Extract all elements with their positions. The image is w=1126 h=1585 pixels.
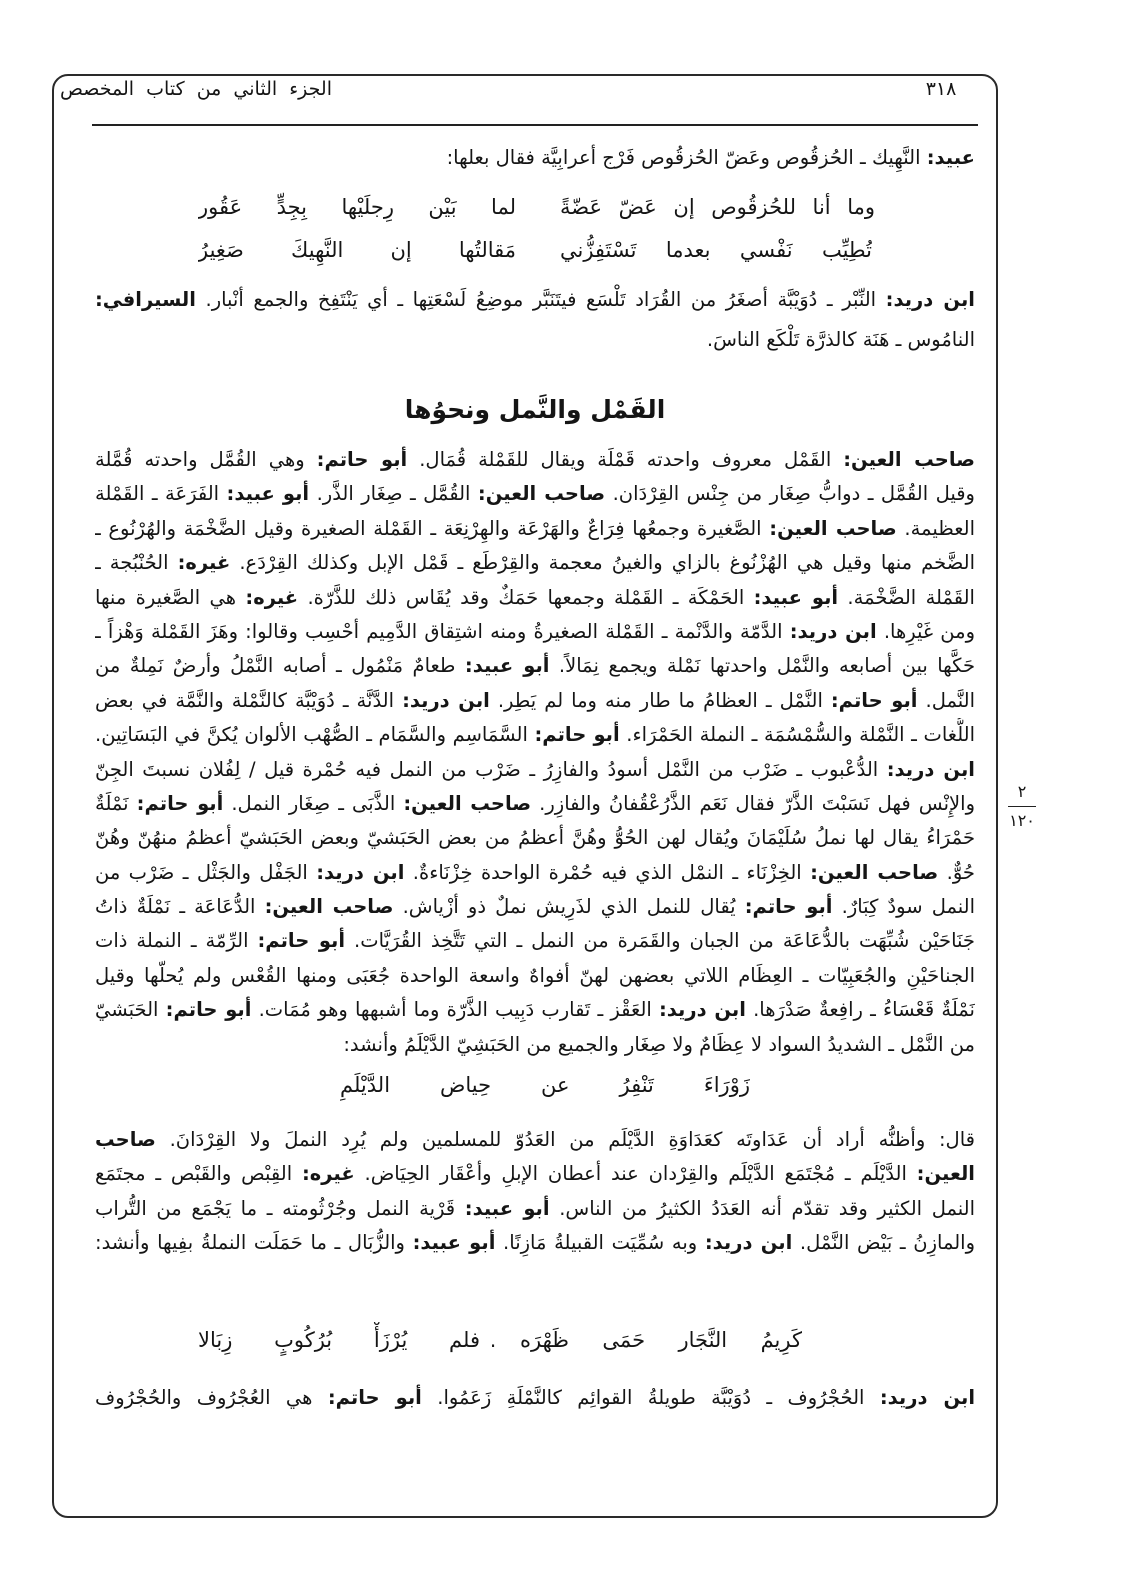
text-line (95, 1028, 975, 1062)
fraction-bar (1008, 806, 1036, 807)
speaker-name: ابن دريد: (879, 1386, 975, 1409)
text-segment: النامُوس ـ هَنَة كالذرَّة تَلْكَع الناسَ. (706, 328, 975, 351)
text-segment: حَمْرَاءُ يقال لها نملُ سُلَيْمَانَ ويُقال لهن الحُوُّ وهُنَّ أعظمُ من بعض الحَبَشيّ وبعض الحَبَشيّ أعظمُ منهُنّ وهُنّ (95, 826, 975, 850)
text-segment: قَرْية النمل وجُرْثُومته ـ ما يَجْمَع من التُّراب (95, 1196, 465, 1220)
text-segment: الفَرَعَة ـ القَمْلة (95, 482, 227, 506)
text-line (95, 280, 975, 320)
text-segment: طعامٌ مَنْمُول ـ أصابه النَّمْلُ وأرضٌ نَمِلةٌ من (95, 654, 465, 678)
text-segment: السَّمَاسِم والسَّمَام ـ الصُّهْب الألوان يُكنَّ في البَسَاتِين. (95, 723, 535, 747)
text-segment: القِبْص والقَبْص ـ مجتَمَع (95, 1162, 302, 1186)
text-line (95, 1192, 975, 1226)
text-segment: الرِّمّة ـ النملة ذات (95, 929, 258, 953)
paragraph (95, 443, 975, 1062)
header-rule (92, 124, 978, 126)
speaker-name: غيره: (245, 585, 299, 609)
speaker-name: صاحب العين: (810, 860, 939, 884)
text-segment: الحَمْكَة ـ القَمْلة وجمعها حَمَكٌ وقد يُقَاس ذلك للذَّرّة. (298, 585, 754, 609)
text-segment: القَمْلة الضَّخْمَة. (838, 585, 975, 609)
text-segment: حُوٌّ. (938, 860, 975, 884)
text-line (95, 753, 975, 787)
text-segment: الجَفْل والجَثْل ـ ضَرْب من (95, 860, 317, 884)
text-line (95, 684, 975, 718)
text-segment: من النَّمْل ـ الشديدُ السواد لا عِظَامٌ ولا صِغَار والجميع من الحَبَشِيّ الدَّيْلَمُ وأنشد: (343, 1032, 975, 1056)
speaker-name: صاحب العين: (843, 448, 975, 471)
verse-1-hemistich-left: لما بَيْن رِجلَيْها بِجِدٍّ عَقُور (198, 195, 516, 219)
speaker-name: أبو حاتم: (165, 998, 252, 1022)
text-segment: القَمْل معروف واحدته قَمْلَة ويقال للقَمْلة قُمَال. (407, 448, 844, 471)
speaker-name: ابن دريد: (886, 757, 975, 781)
text-segment: الصَّغيرة وجمعُها فِرَاعٌ والهَرْعَة والهِرْنِعَة ـ القَمْلة الصغيرة وقيل الضَّخْمَة والهُرْنُوع ـ (95, 516, 770, 540)
text-line (95, 924, 975, 958)
text-segment: والإِنْس فهل نَسَبْتَ الذَّرّ فقال نَعَم الذَّرُعْقُفانُ والفازِر. (531, 791, 975, 815)
text-segment: هي الصَّغيرة منها (95, 585, 246, 609)
text-line (95, 1226, 975, 1260)
margin-folio-note (1004, 780, 1040, 833)
speaker-name: أبو حاتم: (744, 895, 833, 919)
text-segment: الدَّيْلَم ـ مُجْتَمَع الدَّيْلَم والقِرْدان عند أعطان الإبلِ وأعْقَار الحِيَاض. (354, 1162, 917, 1186)
speaker-name: ابن دريد: (658, 998, 746, 1022)
speaker-name: أبو حاتم: (316, 448, 408, 471)
text-segment: جَنَاحَيْن شُبِّهَت بالدُّعَاعَة من الجبان والقَمَرة من النمل ـ التي تَتَّخِذ القُرَيَّات. (345, 929, 975, 953)
text-line (95, 141, 975, 175)
speaker-name: أبو عبيد: (226, 482, 310, 506)
folio-numerator: ٢ (1017, 782, 1027, 801)
verse-4-hemistich-left: فلم يُرْزَأْ بُرُكُوبٍ زِبَالا (198, 1328, 480, 1352)
text-segment: العَقْز ـ تَقارب دَبِيب الذَّرّة وما أشبهها وهو مُمَات. (251, 998, 659, 1022)
text-line (95, 718, 975, 752)
text-line (95, 890, 975, 924)
speaker-name: صاحب العين: (403, 791, 532, 815)
text-segment: الدُّعْبوب ـ ضَرْب من النَّمْل أسودُ والفازِرُ ـ ضَرْب من النمل فيه حُمْرة قيل / لِفُلان نسبتَ الجِنّ (95, 757, 887, 781)
verse-2-hemistich-right: تُطِيِّب نَفْسي بعدما تَسْتَفِزُّني (560, 238, 872, 262)
text-segment: الدَّنَّة ـ دُوَيْبَّة كالنَّمْلة والنَّمَّة في بعض (95, 688, 403, 712)
text-line (95, 512, 975, 546)
text-segment: النمل الكثير وقد تقدّم أنه العَدَدُ الكثيرُ من الناس. (549, 1196, 975, 1220)
speaker-name: أبو حاتم: (830, 688, 918, 712)
text-segment: النَّمْل ـ العظامُ ما طار منه وما لم يَطِر. (489, 688, 831, 712)
text-segment: هي العُجْرُوف والحُجْرُوف (95, 1386, 328, 1409)
paragraph (95, 1381, 975, 1415)
text-segment: قال: وأظنُّه أراد أن عَدَاوتَه كعَدَاوَةِ الدَّيْلَم من العَدُوّ للمسلمين ولم يُرِد النملَ ولا القِرْدَانَ. (155, 1128, 975, 1151)
speaker-name: ابن دريد: (789, 619, 877, 643)
text-segment: الحَبَشيّ (95, 998, 166, 1022)
speaker-name: ابن دريد: (704, 1231, 793, 1255)
text-line (95, 477, 975, 511)
text-segment: النَّهِيك ـ الحُزقُوص وعَضّ الحُزقُوص فَرْج أعرابِيَّة فقال بعلها: (446, 146, 927, 169)
text-segment: النَّمل. (917, 688, 975, 712)
speaker-name: أبو حاتم: (257, 929, 346, 953)
text-segment: الدُّعَاعَة ـ نَمْلَةٌ ذاتُ (95, 895, 265, 919)
speaker-name: صاحب العين: (264, 895, 394, 919)
speaker-name: أبو عبيد: (412, 1231, 496, 1255)
text-segment: النمل سودٌ كِبَارٌ. (832, 895, 975, 919)
speaker-name: صاحب العين: (477, 482, 606, 506)
paragraph (95, 1123, 975, 1261)
text-line (95, 649, 975, 683)
text-segment: نَمْلَةٌ قَعْسَاءُ ـ رافِعةٌ صَدْرَها. (745, 998, 975, 1022)
speaker-name: غيره: (177, 551, 231, 575)
speaker-name: صاحب العين: (769, 516, 897, 540)
text-segment: حَكَّها بين أصابعه والنَّمْل واحدتها نَمْلة ويجمع نِمَالاً. (549, 654, 975, 678)
text-segment: وهي القُمَّل واحدته قُمَّلة (95, 448, 317, 471)
text-line (95, 615, 975, 649)
paragraph (95, 280, 975, 360)
text-line (95, 959, 975, 993)
text-line (95, 856, 975, 890)
text-segment: ومن غَيْرِها. (876, 619, 975, 643)
speaker-name: أبو عبيد: (753, 585, 839, 609)
speaker-name: أبو حاتم: (534, 723, 620, 747)
speaker-name: ابن دريد: (402, 688, 490, 712)
text-segment: نَمْلَةٌ (95, 791, 137, 815)
speaker-name: غيره: (301, 1162, 355, 1186)
text-segment: الحُنْبُجة ـ (95, 551, 178, 575)
speaker-name: أبو حاتم: (136, 791, 224, 815)
text-segment: والمازِنُ ـ بَيْض النَّمْل. (792, 1231, 975, 1255)
text-segment: يُقال للنمل الذي لذَرِيش نملٌ ذو أزْياش. (393, 895, 745, 919)
text-line (95, 787, 975, 821)
speaker-name: أبو حاتم: (327, 1386, 422, 1409)
text-segment: والزُّبَال ـ ما حَمَلَت النملةُ بفِيها وأنشد: (95, 1231, 413, 1255)
speaker-name: عبيد: (926, 146, 975, 169)
speaker-name: السيرافي: (95, 288, 196, 311)
text-segment: الذَّبَى ـ صِغَار النمل. (223, 791, 404, 815)
text-line (95, 443, 975, 477)
text-segment: اللُّغات ـ النَّمْلة والسُّمْسُمَة ـ النملة الحَمْرَاء. (619, 723, 975, 747)
text-line (95, 821, 975, 855)
text-line (95, 581, 975, 615)
text-segment: النِّبْر ـ دُوَيْبَّة أصغَرُ من القُرَاد تَلْسَع فيتَنَبَّر موضِعُ لَسْعَتِها ـ أي يَنْتَفِخ والجمع أنْبار. (195, 288, 886, 311)
running-title: الجزء الثاني من كتاب المخصص (60, 78, 332, 100)
text-segment: الحُجْرُوف ـ دُوَيْبَّة طويلةُ القوائِم كالنَّمْلَةِ زَعَمُوا. (421, 1386, 880, 1409)
verse-3: زَوْرَاءَ تَنْفِرُ عن حِياض الدَّيْلَمِ (340, 1073, 750, 1097)
speaker-name: أبو عبيد: (464, 654, 550, 678)
verse-4-hemistich-right: كَرِيمُ النَّجَار حَمَى ظَهْرَه (520, 1328, 802, 1352)
text-segment: الخِزْنَاء ـ النمْل الذي فيه حُمْرة الواحدة خِزْنَاءةٌ. (404, 860, 811, 884)
verse-2-hemistich-left: مَقالتُها إن النَّهِيكَ صَغِيرُ (198, 238, 516, 262)
text-line (95, 1157, 975, 1191)
text-line (95, 320, 975, 360)
text-segment: الجناحَيْنِ والجُعَبِيّات ـ العِظَام اللاتي بعضهن لهنّ أفواهٌ واسعة الواحدة جُعَبَى ومنها القُعْس ولم يُحلّها وقيل (95, 963, 975, 987)
text-segment: الضَّخم منها وقيل هي الهُزْنُوغ بالزاي والغينُ معجمة والقِرْطَع ـ قَمْل الإبل وكذلك القِرْدَع. (230, 551, 975, 575)
text-line (95, 1123, 975, 1157)
speaker-name: صاحب (95, 1128, 156, 1151)
folio-denominator: ١٢٠ (1009, 811, 1035, 830)
speaker-name: أبو عبيد: (464, 1196, 550, 1220)
speaker-name: ابن دريد: (885, 288, 975, 311)
verse-1-hemistich-right: وما أنا للحُزقُوص إن عَضّ عَضّةً (560, 195, 875, 219)
text-line (95, 546, 975, 580)
text-segment: وبه سُمِّيَت القبيلةُ مَازِنًا. (495, 1231, 705, 1255)
text-segment: القُمَّل ـ صِغَار الذَّر. (309, 482, 478, 506)
text-segment: الدَّمّة والدَّنْمة ـ القَمْلة الصغيرةُ ومنه اشتِقاق الدَّمِيم أحْسِب وقالوا: وهَزَ القَمْلة وَهْزاً ـ (95, 619, 790, 643)
section-heading: القَمْل والنَّمل ونحوُها (404, 395, 666, 424)
paragraph (95, 141, 975, 175)
verse-4-separator: . (489, 1328, 497, 1352)
speaker-name: العين: (916, 1162, 975, 1186)
text-line (95, 1381, 975, 1415)
page-number: ٣١٨ (925, 78, 957, 100)
text-segment: العظيمة. (896, 516, 975, 540)
text-segment: وقيل القُمَّل ـ دوابُّ صِغَار من جِنْس القِرْدَان. (605, 482, 975, 506)
speaker-name: ابن دريد: (316, 860, 405, 884)
text-line (95, 993, 975, 1027)
